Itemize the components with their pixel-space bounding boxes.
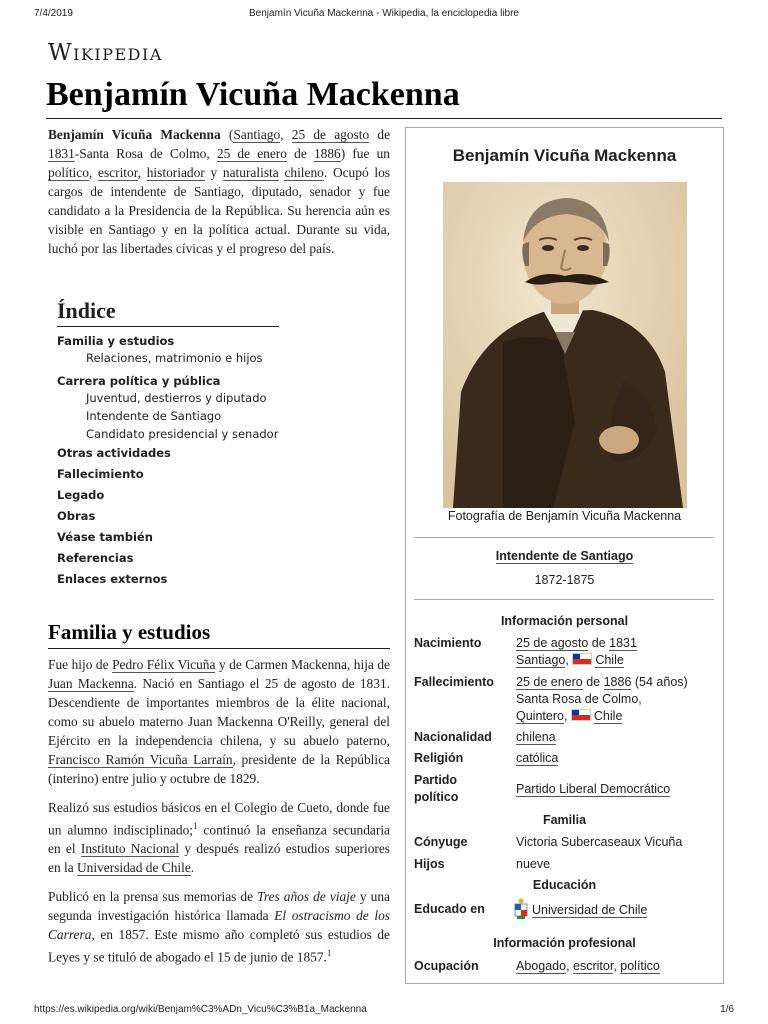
print-page-number: 1/6 (720, 1004, 734, 1015)
inline-link[interactable]: naturalista (222, 165, 279, 180)
inline-link[interactable]: 1886 (313, 146, 341, 161)
print-header (0, 0, 768, 24)
print-page-title: Benjamín Vicuña Mackenna - Wikipedia, la enciclopedia libre (249, 8, 519, 19)
toc-item[interactable]: Enlaces externos (57, 572, 168, 586)
text-run: ( (220, 127, 234, 142)
text-run: de (286, 146, 314, 161)
text-run: -Santa Rosa de Colmo, (74, 146, 217, 161)
section-family: Familia (542, 813, 587, 827)
value-death: 25 de enero de 1886 (54 años) Santa Rosa de Colmo, Quintero, Chile (516, 675, 688, 723)
italic-title: Tres años de viaje (257, 889, 356, 905)
portrait-caption: Fotografía de Benjamín Vicuña Mackenna (447, 509, 682, 523)
value-party: Partido Liberal Democrático (516, 782, 671, 796)
inline-link[interactable]: chileno (284, 165, 324, 180)
value-nationality: chilena (516, 730, 556, 744)
toc-heading: Índice (57, 298, 279, 327)
section-education: Educación (532, 878, 597, 892)
label-educated: Educado en (414, 902, 485, 916)
toc-item[interactable]: Obras (57, 509, 96, 523)
italic-title: El ostracismo de los Carrera (48, 908, 390, 943)
page-title: Benjamín Vicuña Mackenna (46, 76, 722, 119)
text-run: . Nació en Santiago el 25 de agosto de 1831. Descendiente de importantes miembros de la élite nacional, como su abuelo materno Juan Mackenna O'Reilly, general del Ejército en la independencia chilena, y su abuelo paterno, (48, 676, 390, 748)
lead-paragraph (48, 125, 390, 258)
text-run: . Ocupó los cargos de intendente de Santiago, diputado, senador y fue candidato a la Presidencia de la República. Su herencia aún es visible en Santiago y en la política actual. Durante su vida, luchó por las libertades cívicas y el progreso del país. (48, 165, 391, 256)
toc-item[interactable]: Relaciones, matrimonio e hijos (86, 351, 263, 365)
text-run: , presidente de la República (interino) entre julio y octubre de 1829. (48, 752, 390, 786)
label-nationality: Nacionalidad (414, 730, 492, 744)
infobox-title: Benjamín Vicuña Mackenna (452, 146, 677, 165)
label-spouse: Cónyuge (414, 835, 468, 849)
text-run: ) fue un (340, 146, 390, 161)
label-birth: Nacimiento (414, 636, 482, 650)
paragraph (48, 887, 390, 966)
toc-item[interactable]: Otras actividades (57, 446, 171, 460)
inline-link[interactable]: Instituto Nacional (80, 841, 180, 857)
office-link[interactable]: Intendente de Santiago (495, 549, 634, 563)
inline-link[interactable]: escritor (98, 165, 138, 180)
label-occupation: Ocupación (414, 959, 479, 973)
chile-flag-icon (572, 653, 592, 665)
toc-item[interactable]: Juventud, destierros y diputado (86, 391, 267, 405)
toc-item[interactable]: Fallecimiento (57, 467, 144, 481)
divider (414, 537, 714, 538)
inline-link[interactable]: político (48, 165, 89, 180)
value-educated: Universidad de Chile (514, 898, 714, 920)
text-run: , (280, 127, 292, 142)
inline-link[interactable]: 25 de enero (216, 146, 287, 161)
inline-link[interactable]: historiador (146, 165, 205, 180)
office-term: 1872-1875 (534, 573, 595, 587)
text-run: de (369, 127, 391, 142)
inline-link[interactable]: Universidad de Chile (77, 860, 191, 876)
section-personal: Información personal (500, 614, 629, 628)
text-run: continuó la enseñanza secundaria en el (48, 822, 390, 857)
text-run: Fue hijo de (48, 657, 113, 672)
label-death: Fallecimiento (414, 675, 494, 689)
text-run: y después realizó estudios superiores en la (48, 841, 390, 876)
value-birth: 25 de agosto de 1831 Santiago, Chile (516, 636, 637, 667)
print-date: 7/4/2019 (34, 8, 73, 19)
toc-item[interactable]: Carrera política y pública (57, 374, 221, 388)
section-body (48, 655, 390, 967)
inline-link[interactable]: 25 de agosto (291, 127, 370, 142)
text-run: , (137, 165, 147, 180)
text-run: . (190, 860, 195, 876)
section-professional: Información profesional (493, 936, 636, 950)
chile-flag-icon (571, 709, 591, 721)
print-url: https://es.wikipedia.org/wiki/Benjam%C3%ADn_Vicu%C3%B1a_Mackenna (34, 1004, 367, 1015)
paragraph (48, 798, 390, 877)
toc-item[interactable]: Legado (57, 488, 105, 502)
text-run: Realizó sus estudios básicos en el Colegio de Cueto, donde fue un alumno indisciplinado; (48, 800, 390, 838)
divider (414, 599, 714, 600)
toc-item[interactable]: Referencias (57, 551, 134, 565)
inline-link[interactable]: Santiago (233, 127, 281, 142)
bold-text: Benjamín Vicuña Mackenna (48, 127, 221, 142)
toc-item[interactable]: Véase también (57, 530, 153, 544)
text-run: Publicó en la prensa sus memorias de (48, 889, 258, 905)
label-party: Partido político (414, 773, 459, 804)
label-religion: Religión (414, 751, 464, 765)
value-occupation: Abogado, escritor, político (516, 959, 660, 973)
reference-marker[interactable]: 1 (193, 821, 198, 831)
paragraph (48, 655, 390, 788)
inline-link[interactable]: Francisco Ramón Vicuña Larraín (48, 752, 233, 767)
text-run: , en 1857. Este mismo año completó sus estudios de Leyes y se tituló de abogado el 15 de junio de 1857. (48, 927, 390, 965)
university-crest-icon (514, 898, 528, 920)
print-footer (0, 1000, 768, 1024)
value-spouse: Victoria Subercaseaux Vicuña (516, 835, 683, 849)
label-children: Hijos (414, 857, 445, 871)
inline-link[interactable]: Pedro Félix Vicuña (112, 657, 216, 672)
toc-item[interactable]: Familia y estudios (57, 334, 175, 348)
value-children: nueve (516, 857, 551, 871)
toc-item[interactable]: Intendente de Santiago (86, 409, 222, 423)
text-run: , (88, 165, 99, 180)
text-run: y (204, 165, 223, 180)
portrait-photo[interactable] (443, 182, 687, 508)
toc-item[interactable]: Candidato presidencial y senador (86, 427, 279, 441)
infobox (405, 127, 724, 984)
wikipedia-wordmark[interactable]: Wikipedia (48, 40, 163, 66)
inline-link[interactable]: 1831 (48, 146, 75, 161)
text-run: y una segunda investigación histórica llamada (48, 889, 391, 924)
table-of-contents (57, 298, 279, 590)
inline-link[interactable]: Juan Mackenna (48, 676, 134, 691)
value-religion: católica (516, 751, 559, 765)
text-run: y de Carmen Mackenna, hija de (215, 657, 390, 672)
section-heading: Familia y estudios (48, 620, 390, 649)
reference-marker[interactable]: 1 (326, 948, 332, 959)
